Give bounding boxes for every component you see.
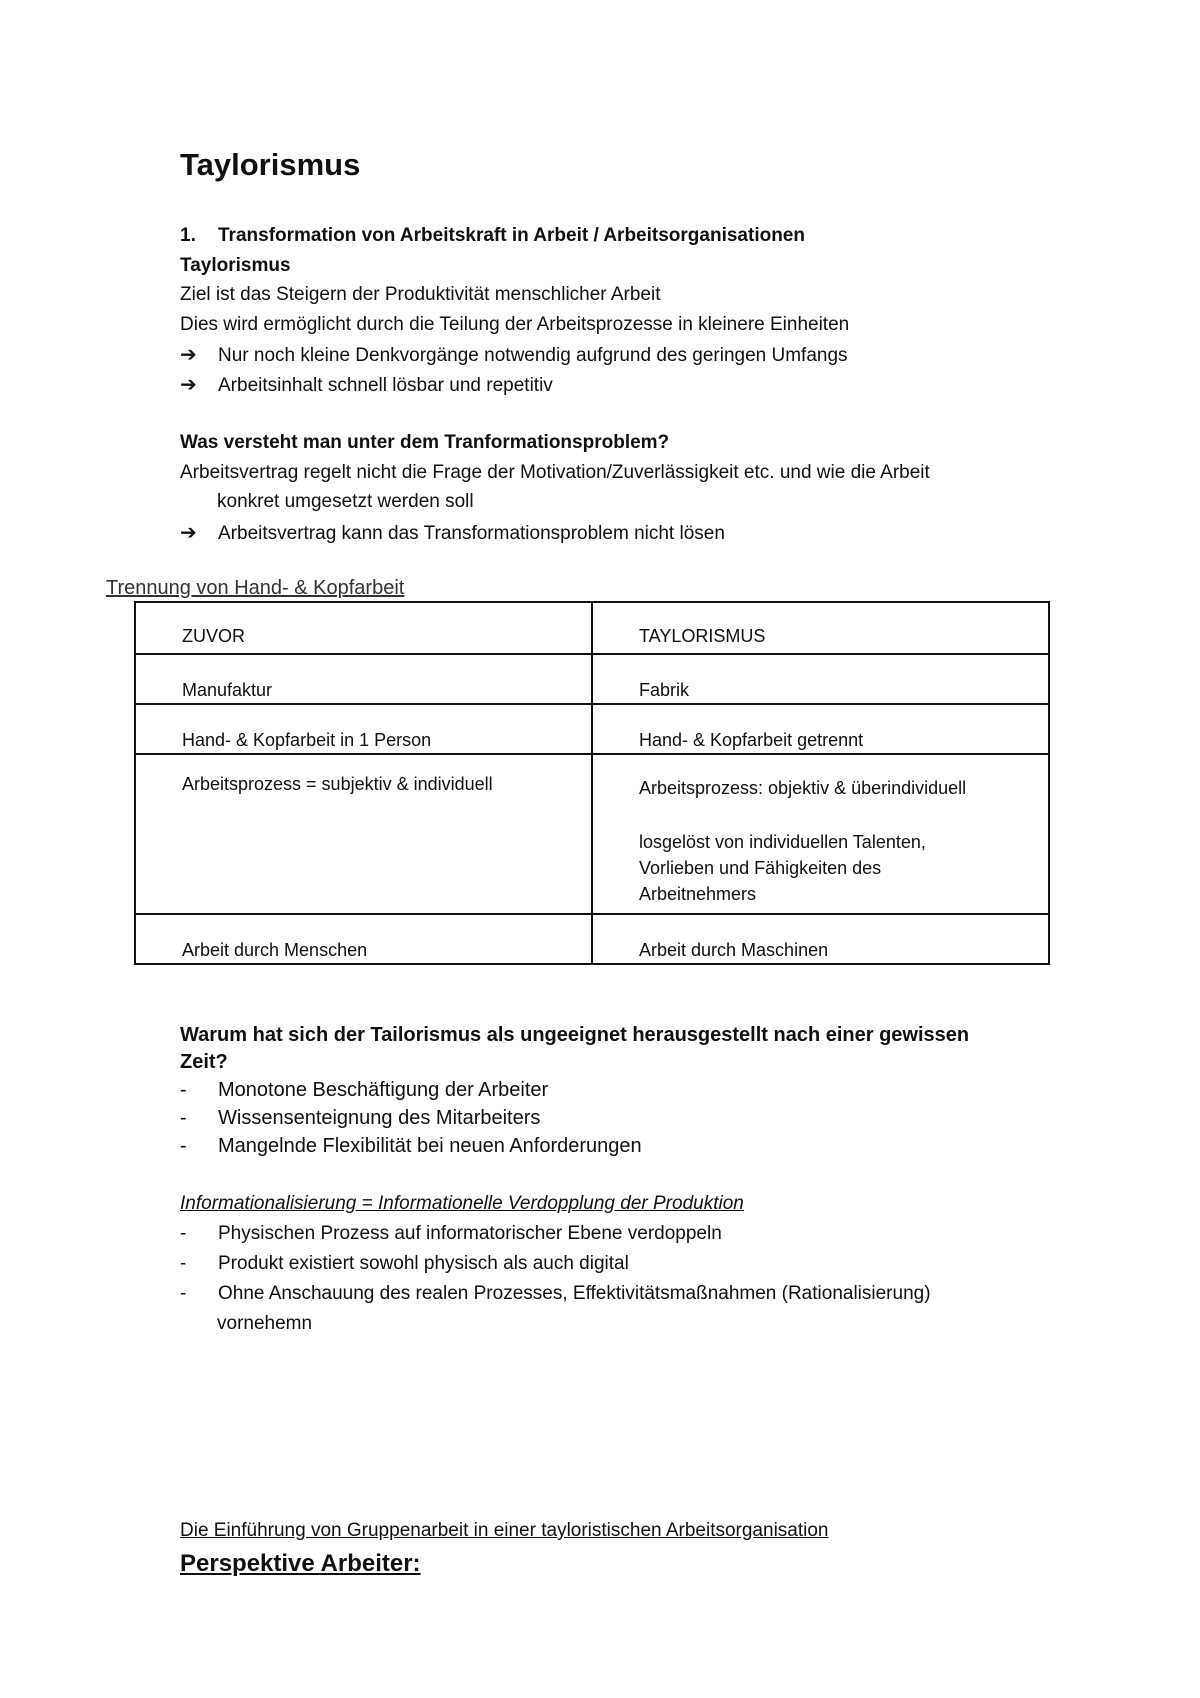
dash-bullet: -: [180, 1079, 187, 1101]
table-row: [135, 914, 1049, 964]
section1-arrow-item-2: [180, 373, 553, 398]
dash-bullet: -: [180, 1283, 187, 1304]
perspektive-heading: Perspektive Arbeiter:: [180, 1550, 421, 1577]
cell-line: Arbeitnehmers: [639, 884, 757, 905]
table-row: [135, 602, 1049, 654]
list-item-cont: vornehemn: [217, 1313, 313, 1334]
question2-heading-cont: Zeit?: [180, 1051, 228, 1073]
list-item: [180, 1134, 642, 1158]
dash-bullet: -: [180, 1253, 187, 1274]
table-row: [135, 754, 1049, 914]
list-item: [180, 1106, 540, 1130]
question1-line-cont: konkret umgesetzt werden soll: [217, 491, 474, 512]
table-cell: Arbeit durch Menschen: [135, 914, 592, 964]
table-cell: TAYLORISMUS: [592, 602, 1049, 654]
informationalisierung-heading: Informationalisierung = Informationelle Verdopplung der Produktion: [180, 1193, 744, 1214]
page-title: Taylorismus: [180, 147, 361, 182]
arrow-item-text: Arbeitsinhalt schnell lösbar und repetitiv: [218, 375, 553, 396]
list-item: [180, 1223, 722, 1246]
list-item-text: Produkt existiert sowohl physisch als auch digital: [218, 1253, 629, 1274]
section1-arrow-item-1: [180, 343, 848, 368]
list-item: [180, 1078, 548, 1102]
cell-line: losgelöst von individuellen Talenten,: [639, 832, 926, 853]
gruppenarbeit-heading: Die Einführung von Gruppenarbeit in einer tayloristischen Arbeitsorganisation: [180, 1520, 829, 1541]
table-row: [135, 654, 1049, 704]
table-row: [135, 704, 1049, 754]
section1-number: 1.: [180, 225, 196, 246]
section1-heading: [180, 225, 805, 248]
table-cell: [592, 754, 1049, 914]
list-item-text: Ohne Anschauung des realen Prozesses, Effektivitätsmaßnahmen (Rationalisierung): [218, 1283, 931, 1304]
list-item-text: Monotone Beschäftigung der Arbeiter: [218, 1079, 549, 1101]
list-item-text: Mangelnde Flexibilität bei neuen Anforderungen: [218, 1135, 642, 1157]
question1-line: Arbeitsvertrag regelt nicht die Frage der Motivation/Zuverlässigkeit etc. und wie die Arbeit: [180, 462, 930, 483]
table-cell: ZUVOR: [135, 602, 592, 654]
section1-line-1: Ziel ist das Steigern der Produktivität menschlicher Arbeit: [180, 284, 661, 305]
table-section-heading: Trennung von Hand- & Kopfarbeit: [106, 577, 405, 599]
table-cell: Manufaktur: [135, 654, 592, 704]
arrow-item-text: Arbeitsvertrag kann das Transformationsproblem nicht lösen: [218, 523, 725, 544]
list-item-text: Wissensenteignung des Mitarbeiters: [218, 1107, 541, 1129]
cell-line: Arbeitsprozess: objektiv & überindividuell: [639, 778, 967, 799]
arrow-icon: ➔: [180, 344, 197, 366]
table-cell: Fabrik: [592, 654, 1049, 704]
arrow-icon: ➔: [180, 522, 197, 544]
comparison-table: [134, 601, 1050, 965]
section1-heading-text: Transformation von Arbeitskraft in Arbeit / Arbeitsorganisationen: [218, 225, 805, 246]
section1-line-2: Dies wird ermöglicht durch die Teilung der Arbeitsprozesse in kleinere Einheiten: [180, 314, 850, 335]
question2-heading: Warum hat sich der Tailorismus als ungeeignet herausgestellt nach einer gewissen: [180, 1024, 970, 1046]
list-item: [180, 1283, 931, 1306]
cell-line: Vorlieben und Fähigkeiten des: [639, 858, 882, 879]
list-item: [180, 1253, 629, 1276]
table-cell: Hand- & Kopfarbeit getrennt: [592, 704, 1049, 754]
section1-subheading: Taylorismus: [180, 255, 291, 276]
dash-bullet: -: [180, 1107, 187, 1129]
table-cell: Arbeit durch Maschinen: [592, 914, 1049, 964]
list-item-text: Physischen Prozess auf informatorischer Ebene verdoppeln: [218, 1223, 722, 1244]
question1-heading: Was versteht man unter dem Tranformationsproblem?: [180, 432, 670, 453]
dash-bullet: -: [180, 1135, 187, 1157]
table-cell: Hand- & Kopfarbeit in 1 Person: [135, 704, 592, 754]
arrow-icon: ➔: [180, 374, 197, 396]
question1-arrow-item: [180, 521, 725, 546]
arrow-item-text: Nur noch kleine Denkvorgänge notwendig aufgrund des geringen Umfangs: [218, 345, 848, 366]
dash-bullet: -: [180, 1223, 187, 1244]
table-cell: Arbeitsprozess = subjektiv & individuell: [135, 754, 592, 914]
